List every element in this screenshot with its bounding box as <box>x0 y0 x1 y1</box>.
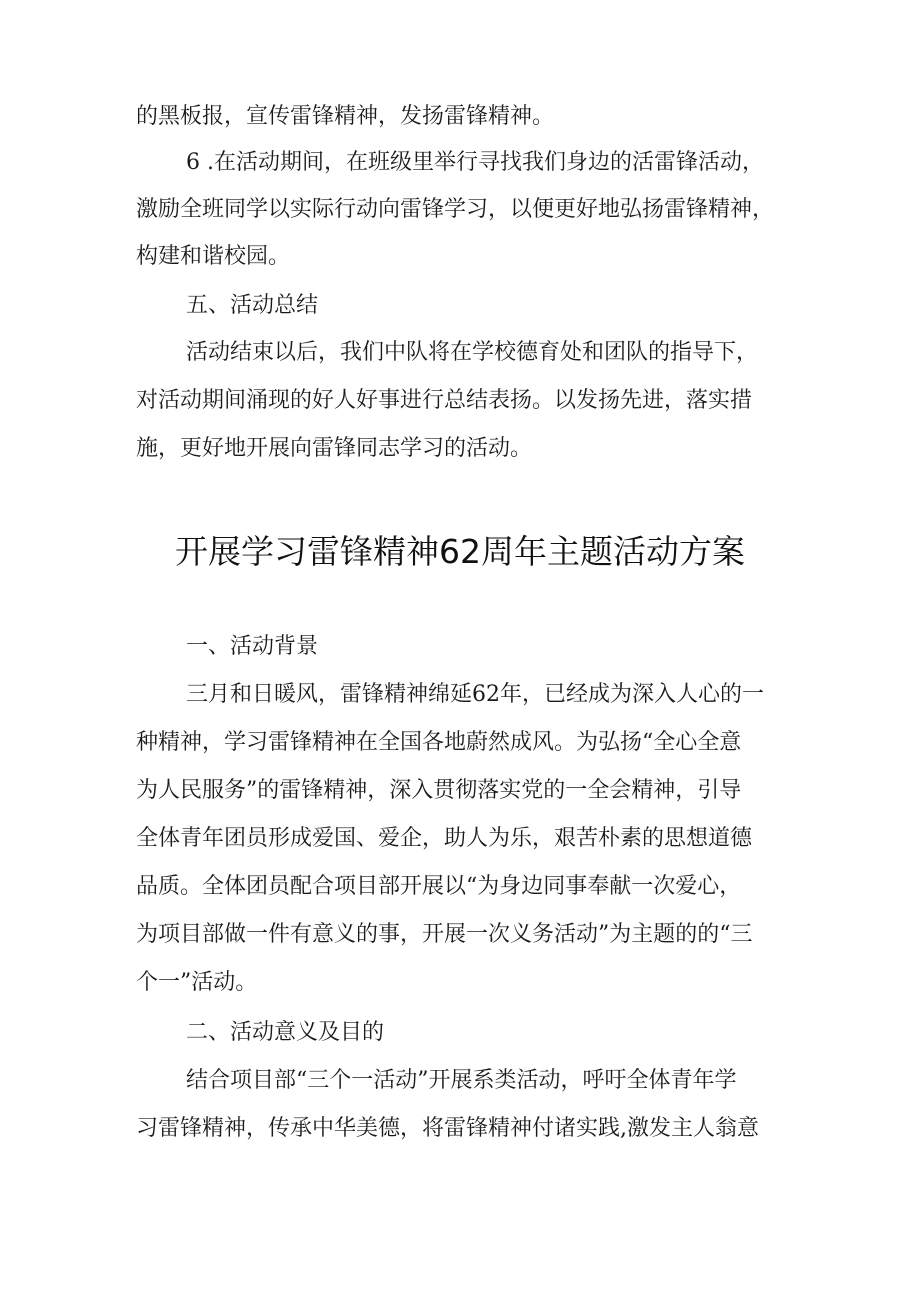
section-heading: 一、活动背景 <box>186 634 319 659</box>
paragraph-line: 6 .在活动期间，在班级里举行寻找我们身边的活雷锋活动， <box>186 150 764 175</box>
paragraph-line: 结合项目部“三个一活动”开展系类活动，呼吁全体青年学 <box>186 1068 737 1093</box>
paragraph-line: 激励全班同学以实际行动向雷锋学习，以便更好地弘扬雷锋精神， <box>136 197 775 222</box>
paragraph-line: 习雷锋精神，传承中华美德，将雷锋精神付诸实践,激发主人翁意 <box>136 1116 759 1141</box>
paragraph-line: 全体青年团员形成爱国、爱企，助人为乐，艰苦朴素的思想道德 <box>136 826 753 851</box>
paragraph-line: 构建和谐校园。 <box>136 244 291 269</box>
paragraph-line: 活动结束以后，我们中队将在学校德育处和团队的指导下， <box>186 340 759 365</box>
paragraph-line: 为人民服务”的雷锋精神，深入贯彻落实党的一全会精神，引导 <box>136 778 742 803</box>
document-title: 开展学习雷锋精神62周年主题活动方案 <box>175 532 745 571</box>
section-heading: 二、活动意义及目的 <box>186 1020 385 1045</box>
paragraph-line: 为项目部做一件有意义的事，开展一次义务活动”为主题的的“三 <box>136 922 753 947</box>
section-heading: 五、活动总结 <box>186 293 319 318</box>
paragraph-line: 个一”活动。 <box>136 970 258 995</box>
paragraph-line: 种精神，学习雷锋精神在全国各地蔚然成风。为弘扬“全心全意 <box>136 730 742 755</box>
paragraph-line: 三月和日暖风，雷锋精神绵延62年，已经成为深入人心的一 <box>186 682 764 707</box>
paragraph-line: 对活动期间涌现的好人好事进行总结表扬。以发扬先进，落实措 <box>136 388 753 413</box>
paragraph-line: 品质。全体团员配合项目部开展以“为身边同事奉献一次爱心， <box>136 874 742 899</box>
paragraph-line: 施，更好地开展向雷锋同志学习的活动。 <box>136 436 533 461</box>
paragraph-line: 的黑板报，宣传雷锋精神，发扬雷锋精神。 <box>136 104 555 129</box>
